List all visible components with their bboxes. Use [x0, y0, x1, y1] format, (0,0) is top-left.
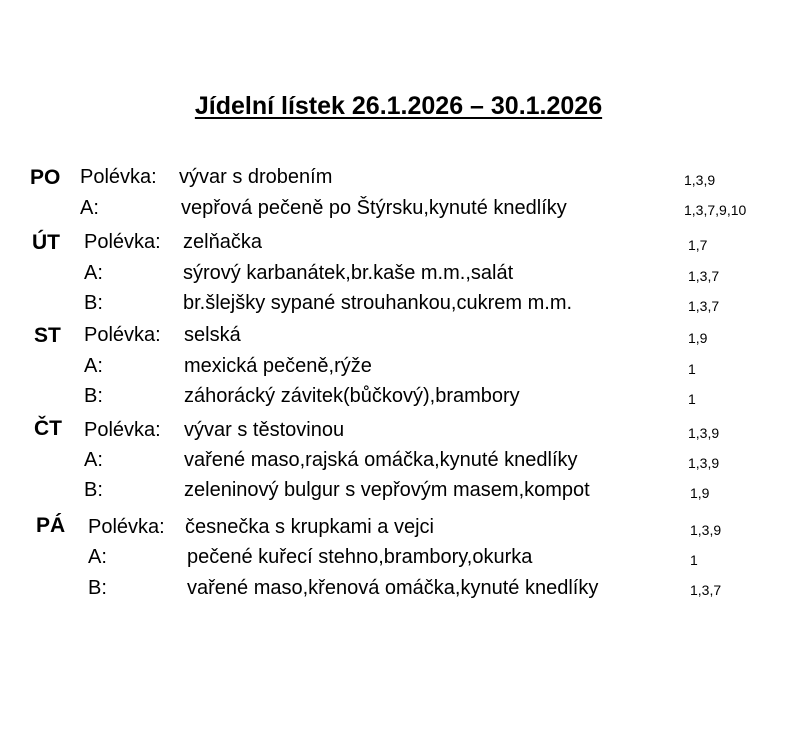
course-label: A: [80, 197, 99, 219]
dish-name: vývar s těstovinou [184, 419, 345, 441]
allergen-codes: 1,3,9 [684, 172, 716, 188]
allergen-codes: 1,3,9 [690, 522, 722, 538]
dish-name: zeleninový bulgur s vepřovým masem,kompot [184, 479, 590, 501]
course-label: B: [88, 577, 107, 599]
menu-title: Jídelní lístek 26.1.2026 – 30.1.2026 [194, 92, 603, 120]
allergen-codes: 1,3,7 [688, 298, 720, 314]
course-label: A: [84, 355, 103, 377]
allergen-codes: 1,7 [688, 237, 708, 253]
allergen-codes: 1,3,9 [688, 455, 720, 471]
course-label: B: [84, 292, 103, 314]
course-label: A: [84, 449, 103, 471]
course-label: Polévka: [84, 324, 161, 346]
allergen-codes: 1 [690, 552, 698, 568]
dish-name: česnečka s krupkami a vejci [185, 516, 434, 538]
dish-name: záhorácký závitek(bůčkový),brambory [184, 385, 520, 407]
course-label: B: [84, 479, 103, 501]
day-label-pa: PÁ [36, 514, 66, 537]
course-label: Polévka: [84, 231, 161, 253]
course-label: Polévka: [84, 419, 161, 441]
course-label: A: [88, 546, 107, 568]
course-label: A: [84, 262, 103, 284]
day-label-st: ST [34, 324, 61, 347]
day-label-ut: ÚT [32, 231, 60, 254]
allergen-codes: 1,3,7 [688, 268, 720, 284]
allergen-codes: 1,3,9 [688, 425, 720, 441]
dish-name: vařené maso,rajská omáčka,kynuté knedlíky [184, 449, 578, 471]
dish-name: mexická pečeně,rýže [184, 355, 372, 377]
day-label-ct: ČT [34, 417, 62, 440]
dish-name: vařené maso,křenová omáčka,kynuté knedlíky [187, 577, 599, 599]
course-label: Polévka: [80, 166, 157, 188]
dish-name: vepřová pečeně po Štýrsku,kynuté knedlíky [181, 197, 567, 219]
dish-name: pečené kuřecí stehno,brambory,okurka [187, 546, 533, 568]
course-label: Polévka: [88, 516, 165, 538]
allergen-codes: 1,9 [690, 485, 710, 501]
dish-name: sýrový karbanátek,br.kaše m.m.,salát [183, 262, 514, 284]
allergen-codes: 1 [688, 391, 696, 407]
dish-name: vývar s drobením [179, 166, 333, 188]
course-label: B: [84, 385, 103, 407]
allergen-codes: 1,3,7 [690, 582, 722, 598]
dish-name: selská [184, 324, 241, 346]
allergen-codes: 1 [688, 361, 696, 377]
dish-name: zelňačka [183, 231, 262, 253]
allergen-codes: 1,3,7,9,10 [684, 202, 747, 218]
dish-name: br.šlejšky sypané strouhankou,cukrem m.m. [183, 292, 573, 314]
day-label-po: PO [30, 166, 61, 189]
allergen-codes: 1,9 [688, 330, 708, 346]
